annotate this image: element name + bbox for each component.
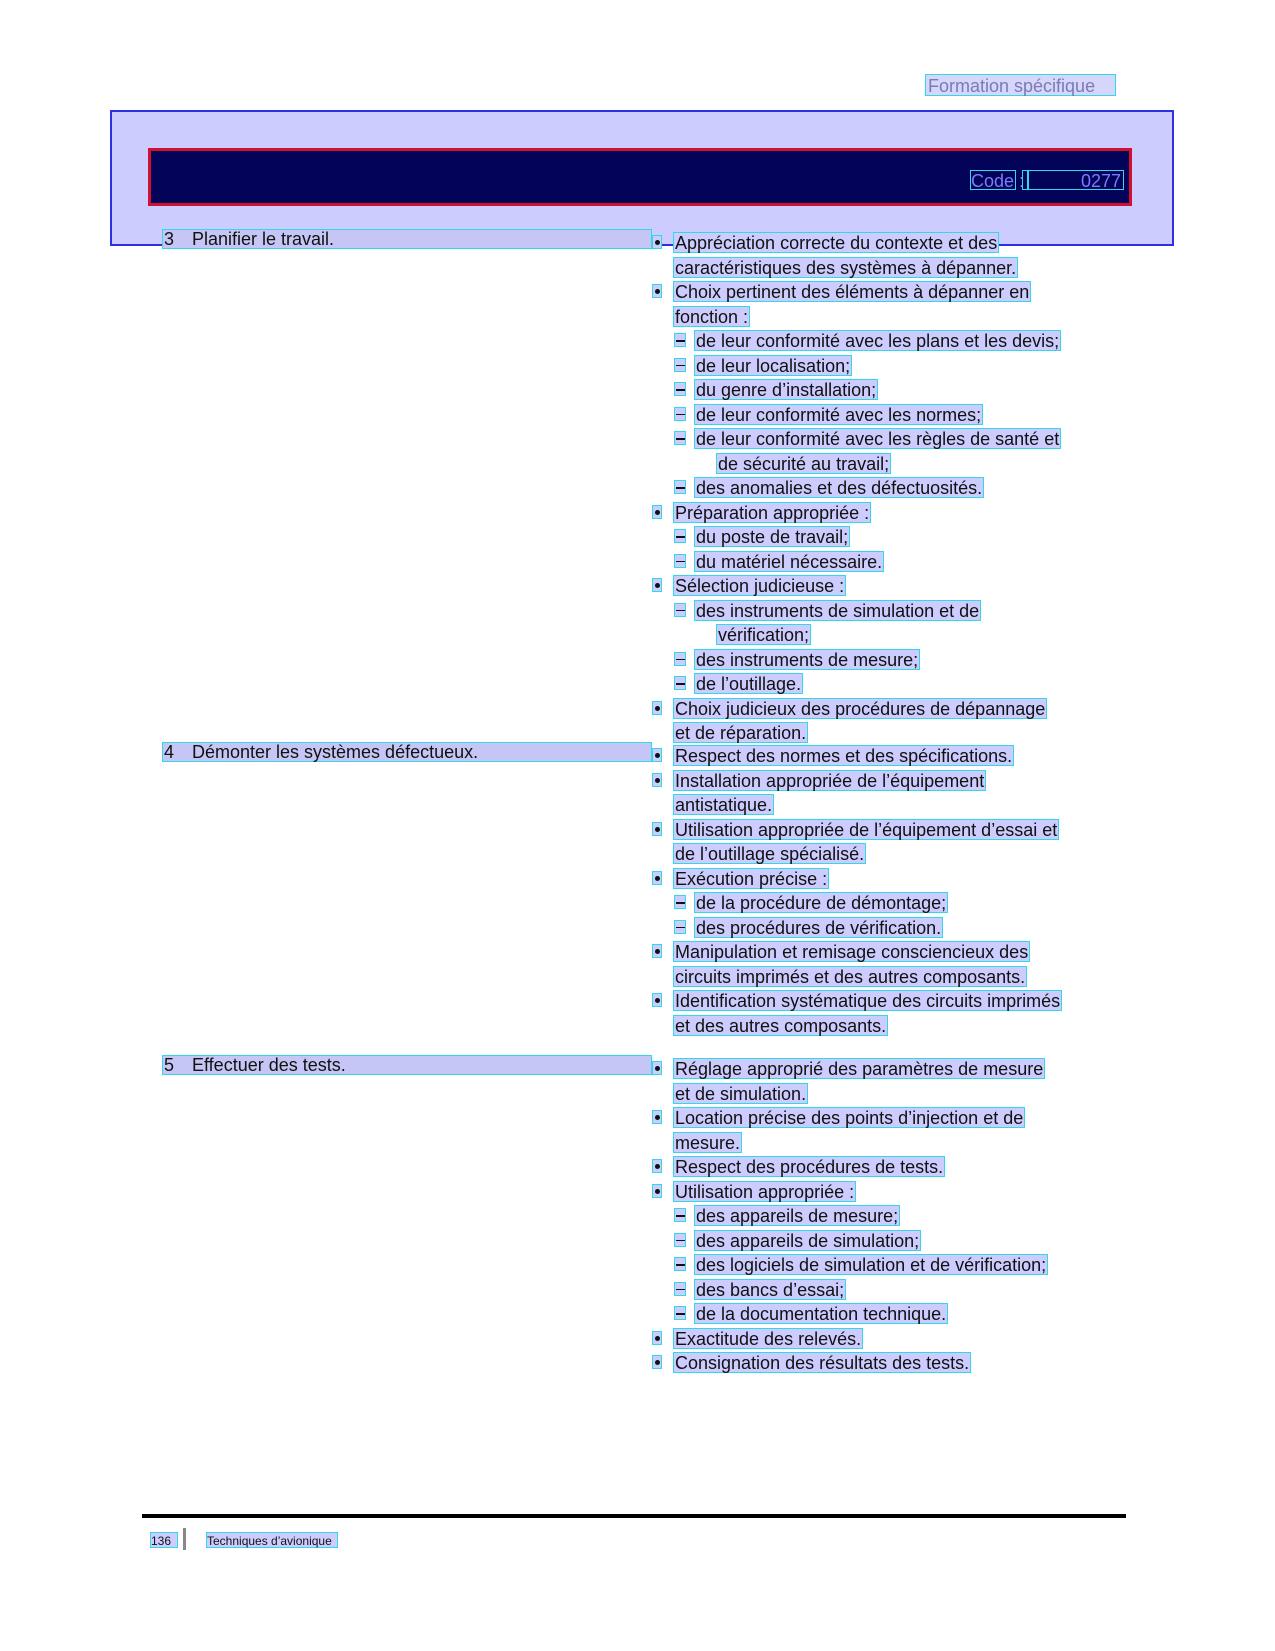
- bullet-marker: [652, 578, 662, 592]
- dash-marker: [674, 920, 686, 934]
- dash-marker: [674, 358, 686, 372]
- criterion-line: circuits imprimés et des autres composants.: [675, 966, 1026, 987]
- criterion-line: Choix pertinent des éléments à dépanner en: [675, 282, 1030, 302]
- criterion-line: de l’outillage spécialisé.: [675, 844, 865, 864]
- dash-marker: [674, 603, 686, 617]
- task-row: [162, 1055, 652, 1075]
- task-label: Planifier le travail.: [192, 229, 335, 249]
- bullet-marker: [652, 505, 662, 519]
- task-row: [162, 742, 652, 762]
- sub-criterion-line: de la documentation technique.: [696, 1304, 947, 1324]
- criterion-line: Utilisation appropriée :: [675, 1181, 855, 1202]
- dash-marker: [674, 652, 686, 666]
- bullet-marker: [652, 1061, 662, 1075]
- sub-criterion-line: des procédures de vérification.: [696, 917, 942, 938]
- criterion-line: et des autres composants.: [675, 1015, 887, 1036]
- dash-marker: [674, 431, 686, 445]
- criterion-line: mesure.: [675, 1132, 741, 1153]
- bullet-marker: [652, 944, 662, 958]
- sub-criterion-line: des logiciels de simulation et de vérification;: [696, 1255, 1047, 1275]
- task-label: Effectuer des tests.: [192, 1055, 346, 1075]
- criterion-line: et de réparation.: [675, 723, 807, 743]
- sub-criterion-line: vérification;: [718, 625, 810, 645]
- criterion-line: antistatique.: [675, 795, 773, 815]
- criterion-line: Respect des procédures de tests.: [675, 1157, 944, 1177]
- sub-criterion-line: des appareils de simulation;: [696, 1230, 920, 1251]
- code-label: Code :: [971, 171, 1025, 191]
- bullet-marker: [652, 993, 662, 1007]
- task-label: Démonter les systèmes défectueux.: [192, 742, 479, 762]
- footer-separator: [183, 1528, 186, 1550]
- sub-criterion-line: du poste de travail;: [696, 527, 849, 547]
- bullet-marker: [652, 748, 662, 762]
- criterion-line: Consignation des résultats des tests.: [675, 1353, 970, 1373]
- bullet-marker: [652, 1110, 662, 1124]
- bullet-marker: [652, 701, 662, 715]
- criterion-line: Installation appropriée de l’équipement: [675, 770, 985, 791]
- footer-rule: [142, 1514, 1126, 1518]
- code-value: 0277: [1028, 170, 1124, 190]
- criterion-line: fonction :: [675, 306, 749, 327]
- criterion-line: Exactitude des relevés.: [675, 1328, 862, 1349]
- criterion-line: Choix judicieux des procédures de dépannage: [675, 698, 1046, 719]
- bullet-marker: [652, 235, 662, 249]
- sub-criterion-line: de la procédure de démontage;: [696, 893, 947, 913]
- dash-marker: [674, 1257, 686, 1271]
- dash-marker: [674, 895, 686, 909]
- criterion-line: caractéristiques des systèmes à dépanner.: [675, 257, 1017, 278]
- dash-marker: [674, 554, 686, 568]
- task-row: [162, 229, 652, 249]
- bullet-marker: [652, 1184, 662, 1198]
- bullet-marker: [652, 1331, 662, 1345]
- task-number: 5: [164, 1055, 175, 1075]
- criterion-line: Location précise des points d’injection et de: [675, 1108, 1024, 1128]
- dash-marker: [674, 333, 686, 347]
- dash-marker: [674, 1282, 686, 1296]
- bullet-marker: [652, 822, 662, 836]
- footer-page-number: 136: [150, 1532, 178, 1548]
- criterion-line: Manipulation et remisage consciencieux des: [675, 942, 1029, 962]
- dash-marker: [674, 407, 686, 421]
- sub-criterion-line: des anomalies et des défectuosités.: [696, 478, 983, 498]
- criterion-line: Identification systématique des circuits imprimés: [675, 991, 1061, 1011]
- sub-criterion-line: de l’outillage.: [696, 674, 802, 694]
- dash-marker: [674, 676, 686, 690]
- task-number: 3: [164, 229, 175, 249]
- dash-marker: [674, 382, 686, 396]
- sub-criterion-line: des instruments de mesure;: [696, 649, 919, 670]
- dash-marker: [674, 1306, 686, 1320]
- bullet-marker: [652, 284, 662, 298]
- criterion-line: Réglage approprié des paramètres de mesure: [675, 1059, 1044, 1079]
- sub-criterion-line: des bancs d’essai;: [696, 1279, 845, 1300]
- sub-criterion-line: de leur localisation;: [696, 355, 851, 376]
- bullet-marker: [652, 1159, 662, 1173]
- bullet-marker: [652, 773, 662, 787]
- criterion-line: Sélection judicieuse :: [675, 576, 845, 596]
- sub-criterion-line: des instruments de simulation et de: [696, 600, 980, 621]
- sub-criterion-line: de leur conformité avec les règles de santé et: [696, 429, 1060, 449]
- dash-marker: [674, 529, 686, 543]
- sub-criterion-line: des appareils de mesure;: [696, 1206, 899, 1226]
- criterion-line: Exécution précise :: [675, 868, 828, 889]
- bullet-marker: [652, 871, 662, 885]
- sub-criterion-line: de leur conformité avec les plans et les devis;: [696, 331, 1060, 351]
- sub-criterion-line: de sécurité au travail;: [718, 453, 890, 474]
- criterion-line: Respect des normes et des spécifications.: [675, 746, 1013, 766]
- dash-marker: [674, 1233, 686, 1247]
- sub-criterion-line: du genre d’installation;: [696, 380, 877, 400]
- sub-criterion-line: du matériel nécessaire.: [696, 551, 883, 572]
- dash-marker: [674, 1208, 686, 1222]
- criterion-line: Préparation appropriée :: [675, 502, 870, 523]
- bullet-marker: [652, 1355, 662, 1369]
- sub-criterion-line: de leur conformité avec les normes;: [696, 404, 982, 425]
- criterion-line: et de simulation.: [675, 1083, 807, 1104]
- dash-marker: [674, 480, 686, 494]
- footer-title: Techniques d’avionique: [206, 1532, 338, 1548]
- criterion-line: Utilisation appropriée de l’équipement d’essai et: [675, 819, 1058, 840]
- criterion-line: Appréciation correcte du contexte et des: [675, 233, 998, 253]
- section-label: Formation spécifique: [925, 74, 1116, 96]
- task-number: 4: [164, 742, 175, 762]
